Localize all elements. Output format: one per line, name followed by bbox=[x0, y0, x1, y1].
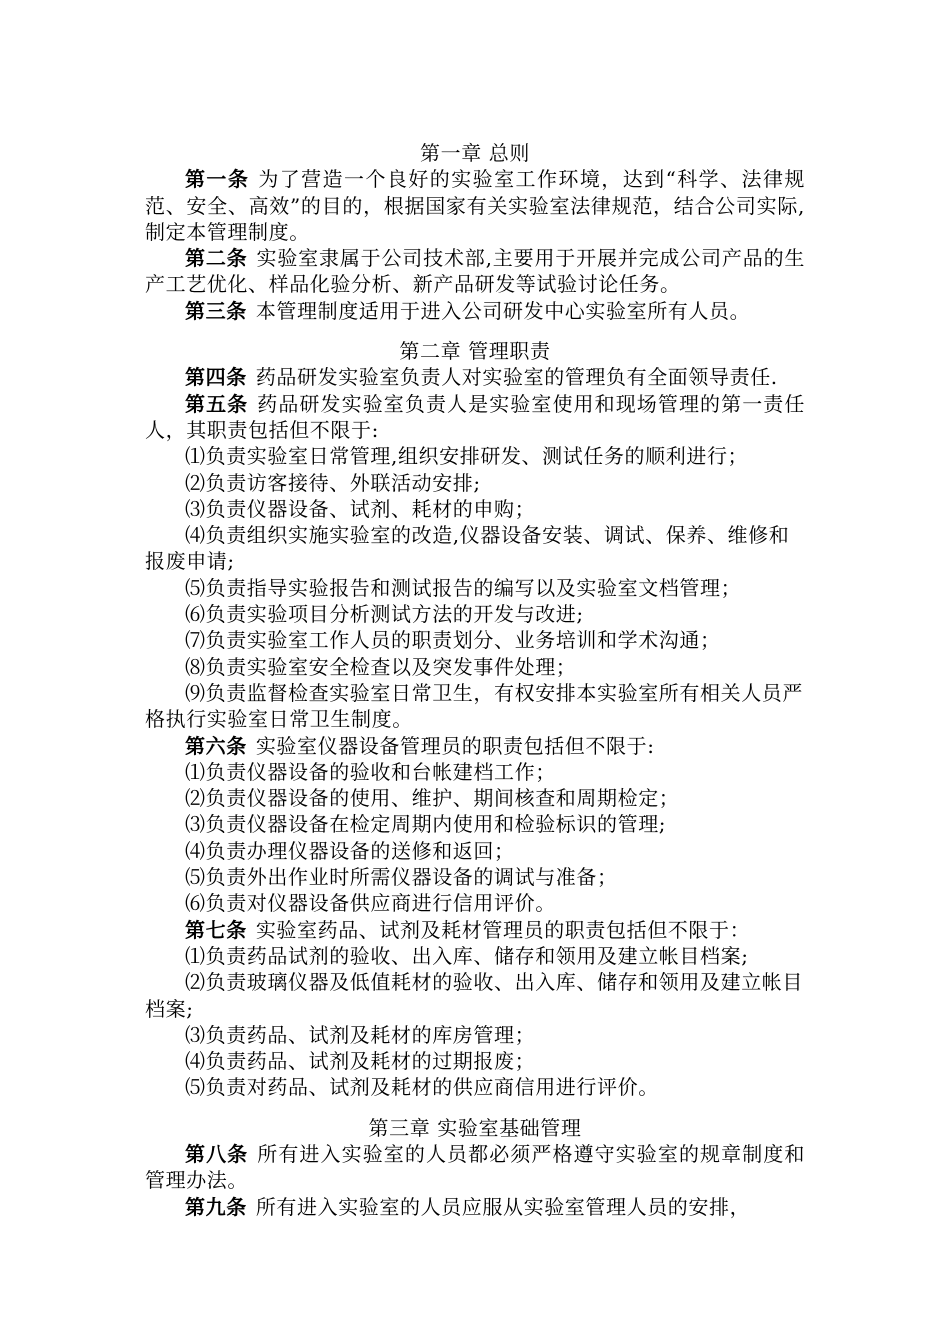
list-item: ⑸负责指导实验报告和测试报告的编写以及实验室文档管理； bbox=[185, 575, 742, 600]
list-item: ⑷负责组织实施实验室的改造,仪器设备安装、调试、保养、维修和报废申请; bbox=[145, 523, 790, 574]
article-label: 第三条 bbox=[185, 298, 247, 323]
article-text: 药品研发实验室负责人对实验室的管理负有全面领导责任. bbox=[255, 365, 778, 390]
list-item: ⑴负责药品试剂的验收、出入库、储存和领用及建立帐目档案; bbox=[185, 943, 749, 968]
list-item: ⑸负责外出作业时所需仪器设备的调试与准备； bbox=[185, 865, 618, 890]
article bbox=[145, 364, 805, 390]
article-text: 所有进入实验室的人员都必须严格遵守实验室的规章制度和管理办法。 bbox=[145, 1141, 805, 1193]
article-text: 为了营造一个良好的实验室工作环境，达到“科学、法律规范、安全、高效”的目的，根据国家有关实验室法律规范，结合公司实际,制定本管理制度。 bbox=[145, 167, 805, 244]
article-label: 第二条 bbox=[185, 246, 248, 271]
article-label: 第九条 bbox=[185, 1194, 247, 1219]
article-label: 第七条 bbox=[185, 917, 247, 942]
list-item: ⑴负责仪器设备的验收和台帐建档工作； bbox=[185, 759, 556, 784]
article-text: 所有进入实验室的人员应服从实验室管理人员的安排， bbox=[255, 1194, 751, 1219]
article-text: 实验室药品、试剂及耗材管理员的职责包括但不限于： bbox=[255, 917, 751, 942]
article-text: 实验室隶属于公司技术部,主要用于开展并完成公司产品的生产工艺优化、样品化验分析、新产品研发等试验讨论任务。 bbox=[145, 246, 805, 297]
list-item: ⑶负责药品、试剂及耗材的库房管理； bbox=[185, 1022, 536, 1047]
article bbox=[145, 1141, 805, 1194]
list-item: ⑶负责仪器设备在检定周期内使用和检验标识的管理; bbox=[185, 812, 667, 837]
article-label: 第五条 bbox=[185, 391, 249, 416]
article-label: 第八条 bbox=[185, 1141, 249, 1166]
article bbox=[145, 917, 805, 943]
list-item: ⑶负责仪器设备、试剂、耗材的申购； bbox=[185, 496, 536, 521]
list-item: ⑺负责实验室工作人员的职责划分、业务培训和学术沟通； bbox=[185, 628, 721, 653]
chapter-2 bbox=[145, 338, 805, 1101]
list-item: ⑷负责办理仪器设备的送修和返回； bbox=[185, 838, 515, 863]
list-item: ⑴负责实验室日常管理,组织安排研发、测试任务的顺利进行； bbox=[185, 444, 749, 469]
article bbox=[145, 391, 805, 444]
document-page bbox=[145, 140, 805, 1220]
article-text: 本管理制度适用于进入公司研发中心实验室所有人员。 bbox=[255, 298, 751, 323]
list-item: ⑻负责实验室安全检查以及突发事件处理； bbox=[185, 654, 577, 679]
list-item: ⑸负责对药品、试剂及耗材的供应商信用进行评价。 bbox=[185, 1075, 659, 1100]
list-item: ⑵负责仪器设备的使用、维护、期间核查和周期检定； bbox=[185, 786, 680, 811]
article-text: 药品研发实验室负责人是实验室使用和现场管理的第一责任人，其职责包括但不限于: bbox=[145, 391, 805, 442]
article bbox=[145, 1194, 805, 1220]
chapter-1 bbox=[145, 140, 805, 324]
list-item: ⑹负责对仪器设备供应商进行信用评价。 bbox=[185, 891, 556, 916]
article-text: 实验室仪器设备管理员的职责包括但不限于: bbox=[255, 733, 655, 758]
article bbox=[145, 166, 805, 245]
list-item: ⑹负责实验项目分析测试方法的开发与改进; bbox=[185, 602, 584, 627]
article-label: 第一条 bbox=[185, 167, 250, 192]
article-label: 第六条 bbox=[185, 733, 247, 758]
article bbox=[145, 245, 805, 298]
chapter-title: 第二章 管理职责 bbox=[399, 339, 551, 364]
article bbox=[145, 733, 805, 759]
list-item: ⑵负责访客接待、外联活动安排; bbox=[185, 470, 481, 495]
list-item: ⑵负责玻璃仪器及低值耗材的验收、出入库、储存和领用及建立帐目档案; bbox=[145, 970, 803, 1021]
chapter-title: 第一章 总则 bbox=[420, 141, 530, 165]
article-label: 第四条 bbox=[185, 365, 247, 390]
chapter-title: 第三章 实验室基础管理 bbox=[368, 1115, 582, 1140]
chapter-3 bbox=[145, 1115, 805, 1220]
list-item: ⑷负责药品、试剂及耗材的过期报废； bbox=[185, 1049, 536, 1074]
article bbox=[145, 298, 805, 324]
list-item: ⑼负责监督检查实验室日常卫生，有权安排本实验室所有相关人员严格执行实验室日常卫生制度。 bbox=[145, 680, 803, 732]
